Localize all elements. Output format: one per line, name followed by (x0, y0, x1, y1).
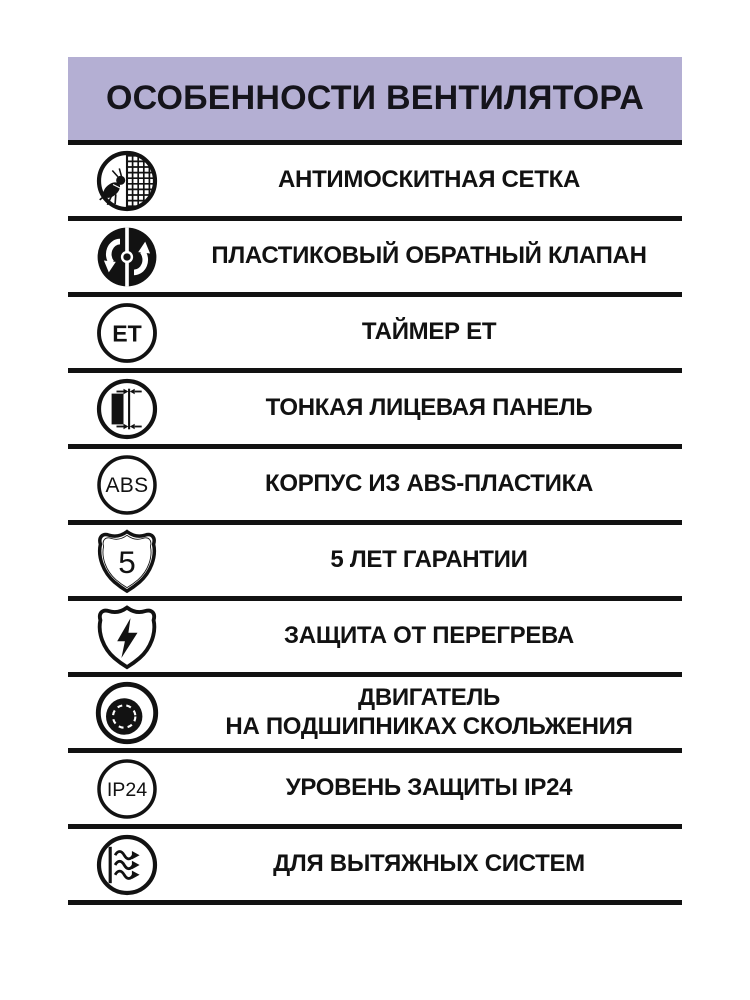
feature-icon-slot (68, 146, 186, 216)
feature-label-line: ДЛЯ ВЫТЯЖНЫХ СИСТЕМ (273, 850, 585, 878)
warranty-5-years-icon (92, 526, 162, 596)
check-valve-icon (92, 222, 162, 292)
feature-row-abs-plastic (68, 444, 682, 520)
feature-label-line: НА ПОДШИПНИКАХ СКОЛЬЖЕНИЯ (225, 712, 633, 740)
feature-row-mosquito-net (68, 140, 682, 216)
exhaust-systems-icon (92, 830, 162, 900)
feature-row-overheat-protection (68, 596, 682, 672)
feature-label (186, 166, 682, 194)
feature-label-line: ЗАЩИТА ОТ ПЕРЕГРЕВА (284, 622, 574, 650)
feature-label (186, 850, 682, 878)
feature-icon-slot (68, 602, 186, 672)
feature-label (186, 684, 682, 741)
feature-label (186, 622, 682, 650)
ip24-badge: IP24 (106, 778, 148, 801)
abs-badge: ABS (105, 473, 149, 497)
feature-label (186, 470, 682, 498)
thin-panel-icon (92, 374, 162, 444)
feature-label-line: 5 ЛЕТ ГАРАНТИИ (330, 546, 528, 574)
feature-label-line: АНТИМОСКИТНАЯ СЕТКА (278, 166, 580, 194)
feature-row-check-valve (68, 216, 682, 292)
feature-icon-slot (68, 450, 186, 520)
feature-icon-slot (68, 222, 186, 292)
overheat-protection-icon (92, 602, 162, 672)
feature-icon-slot (68, 374, 186, 444)
mosquito-net-icon (92, 146, 162, 216)
timer-et-badge: ET (112, 319, 142, 346)
feature-label-line: УРОВЕНЬ ЗАЩИТЫ IP24 (285, 774, 573, 802)
feature-icon-slot (68, 298, 186, 368)
feature-label (186, 774, 682, 802)
feature-row-sleeve-bearing-motor (68, 672, 682, 748)
feature-row-timer-et (68, 292, 682, 368)
feature-row-thin-panel (68, 368, 682, 444)
abs-plastic-icon (92, 450, 162, 520)
feature-sheet-content (68, 57, 682, 905)
warranty-years-badge: 5 (118, 543, 136, 580)
feature-row-warranty-5-years (68, 520, 682, 596)
feature-label (186, 318, 682, 346)
feature-label (186, 546, 682, 574)
feature-label-line: КОРПУС ИЗ ABS-ПЛАСТИКА (265, 470, 593, 498)
feature-label-line: ДВИГАТЕЛЬ (358, 684, 500, 712)
feature-icon-slot (68, 526, 186, 596)
page-title: ОСОБЕННОСТИ ВЕНТИЛЯТОРА (105, 79, 645, 117)
feature-label (186, 242, 682, 270)
feature-icon-slot (68, 678, 186, 748)
feature-icon-slot (68, 830, 186, 900)
feature-label-line: ТАЙМЕР ET (361, 318, 497, 346)
feature-list (68, 140, 682, 905)
timer-et-icon (92, 298, 162, 368)
feature-icon-slot (68, 754, 186, 824)
sleeve-bearing-motor-icon (92, 678, 162, 748)
feature-row-ip24 (68, 748, 682, 824)
page-header (68, 57, 682, 140)
ip24-icon (92, 754, 162, 824)
feature-label-line: ТОНКАЯ ЛИЦЕВАЯ ПАНЕЛЬ (265, 394, 593, 422)
feature-row-exhaust-systems (68, 824, 682, 900)
feature-label-line: ПЛАСТИКОВЫЙ ОБРАТНЫЙ КЛАПАН (211, 242, 647, 270)
feature-label (186, 394, 682, 422)
